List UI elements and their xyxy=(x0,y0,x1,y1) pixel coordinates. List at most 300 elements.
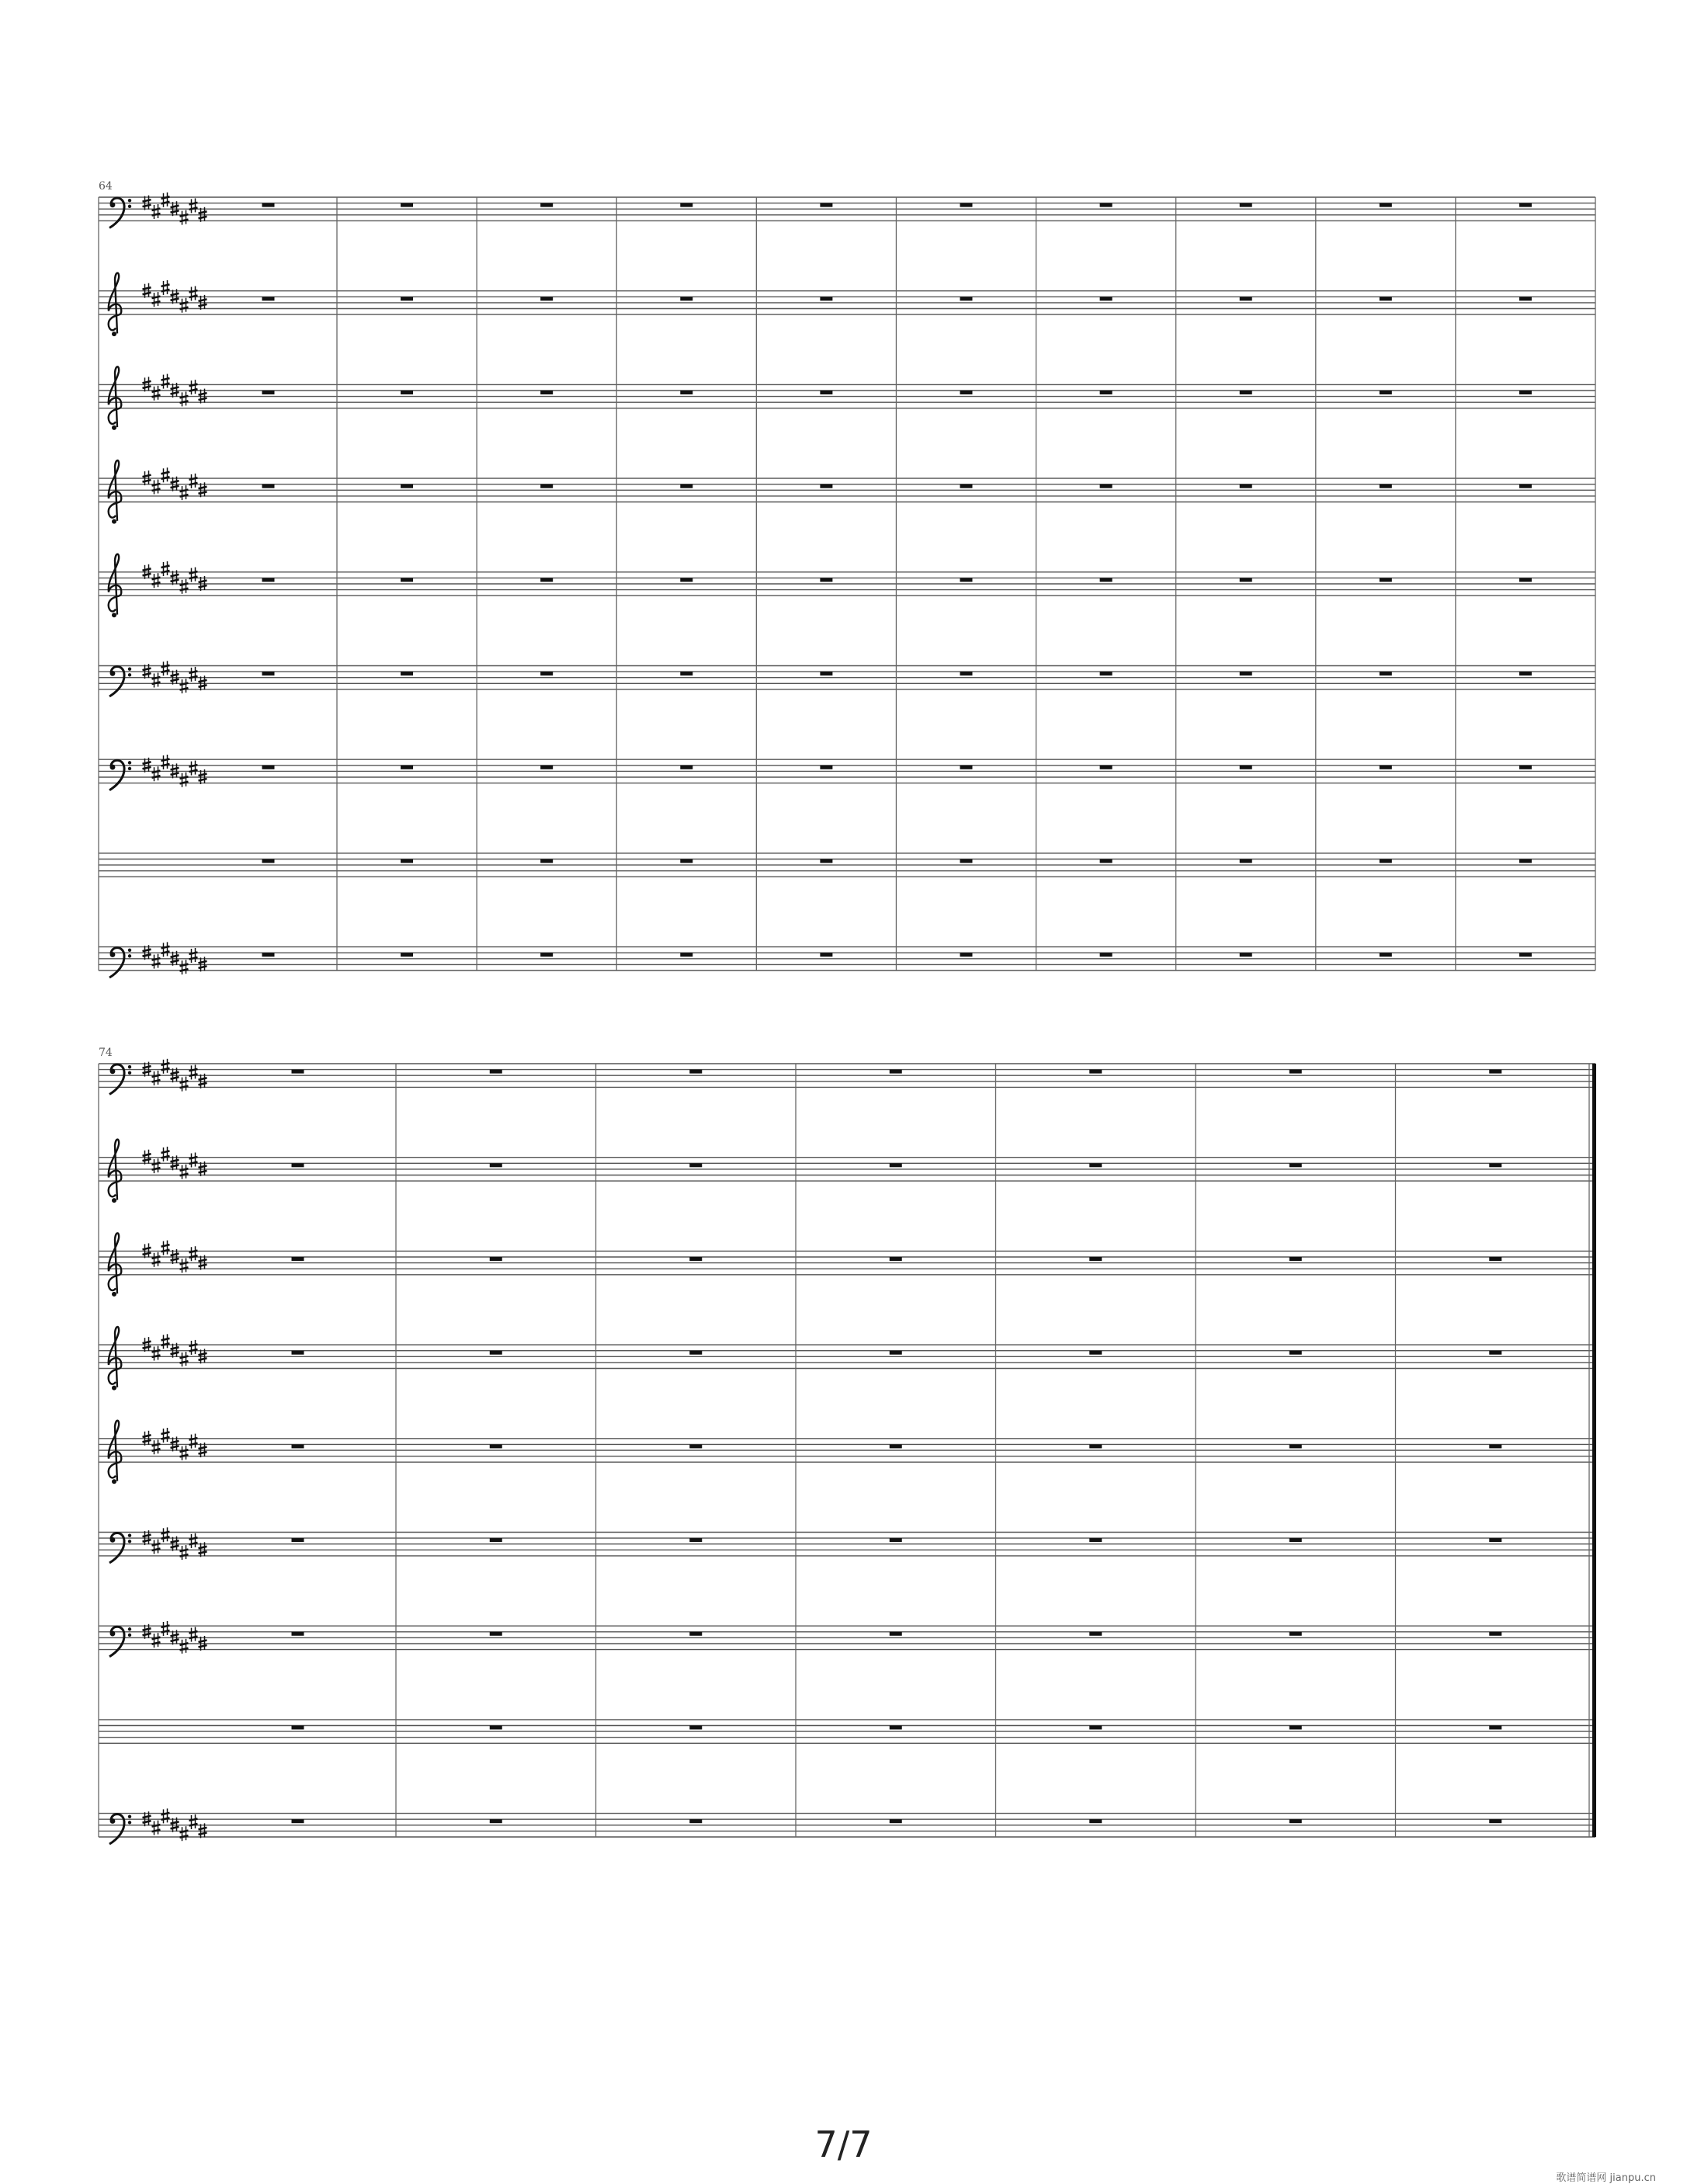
sharp-bar xyxy=(199,585,207,588)
whole-rest xyxy=(1489,1163,1501,1167)
sharp-bar xyxy=(171,1821,179,1824)
sharp-bar xyxy=(161,1339,170,1341)
sharp-bar xyxy=(161,566,170,568)
bass-clef-dot xyxy=(128,1821,131,1824)
sharp-bar xyxy=(199,1259,207,1262)
whole-rest xyxy=(1290,1632,1302,1636)
treble-clef-dot xyxy=(112,1198,116,1203)
sharp-bar xyxy=(199,211,207,214)
sharp-bar xyxy=(143,200,151,202)
sharp-bar xyxy=(171,1827,179,1829)
sharp-bar xyxy=(143,1628,151,1630)
bass-clef-head xyxy=(110,202,116,207)
staff-bass xyxy=(99,942,1595,977)
whole-rest xyxy=(890,1538,902,1542)
whole-rest xyxy=(1380,859,1392,863)
whole-rest xyxy=(262,484,275,488)
sharp-bar xyxy=(199,304,207,307)
whole-rest xyxy=(262,766,275,769)
sharp-bar xyxy=(171,387,179,390)
bass-clef-head xyxy=(110,1068,116,1074)
whole-rest xyxy=(540,953,553,957)
whole-rest xyxy=(292,1632,304,1636)
whole-rest xyxy=(1089,1632,1102,1636)
whole-rest xyxy=(292,1726,304,1730)
sharp-bar xyxy=(143,1540,151,1542)
whole-rest xyxy=(1089,1070,1102,1074)
sharp-bar xyxy=(143,386,151,388)
staff-treble xyxy=(99,1140,1595,1203)
sharp-bar xyxy=(199,1447,207,1450)
sharp-bar xyxy=(143,1154,151,1156)
whole-rest xyxy=(540,578,553,582)
whole-rest xyxy=(1380,672,1392,675)
whole-rest xyxy=(890,1351,902,1355)
whole-rest xyxy=(1380,391,1392,394)
sharp-bar xyxy=(199,1165,207,1168)
sharp-bar xyxy=(143,1634,151,1636)
whole-rest xyxy=(1519,484,1532,488)
sharp-bar xyxy=(199,398,207,401)
treble-clef-dot xyxy=(112,1292,116,1297)
whole-rest xyxy=(890,1257,902,1261)
whole-rest xyxy=(1089,1444,1102,1448)
sharp-bar xyxy=(171,679,179,682)
whole-rest xyxy=(1290,1257,1302,1261)
sharp-bar xyxy=(199,1358,207,1360)
whole-rest xyxy=(1380,953,1392,957)
bass-clef-dot xyxy=(128,673,131,676)
sharp-bar xyxy=(199,966,207,968)
whole-rest xyxy=(820,203,832,207)
sharp-bar xyxy=(143,1440,151,1443)
measure-number: 64 xyxy=(99,180,113,193)
whole-rest xyxy=(1240,672,1252,675)
sharp-bar xyxy=(199,779,207,781)
staff-bass xyxy=(99,1808,1595,1844)
whole-rest xyxy=(820,484,832,488)
sharp-bar xyxy=(143,673,151,675)
whole-rest xyxy=(680,203,693,207)
whole-rest xyxy=(1519,578,1532,582)
whole-rest xyxy=(401,953,413,957)
sharp-bar xyxy=(171,206,179,208)
staff-treble xyxy=(99,554,1595,618)
sharp-bar xyxy=(171,1072,179,1075)
sharp-bar xyxy=(199,1645,207,1648)
measure-number: 74 xyxy=(99,1047,113,1059)
staff-treble xyxy=(99,366,1595,430)
whole-rest xyxy=(401,578,413,582)
staff-bass xyxy=(99,755,1595,790)
sharp-bar xyxy=(143,1346,151,1349)
sharp-bar xyxy=(161,1151,170,1153)
whole-rest xyxy=(490,1538,502,1542)
sharp-bar xyxy=(143,574,151,576)
bass-clef-dot xyxy=(128,767,131,770)
whole-rest xyxy=(689,1351,702,1355)
whole-rest xyxy=(1290,1351,1302,1355)
whole-rest xyxy=(689,1538,702,1542)
bass-clef-head xyxy=(110,1818,116,1824)
treble-clef-dot xyxy=(112,519,116,524)
bass-clef-dot xyxy=(128,949,131,952)
whole-rest xyxy=(292,1351,304,1355)
whole-rest xyxy=(1519,953,1532,957)
whole-rest xyxy=(890,1632,902,1636)
sharp-bar xyxy=(199,774,207,776)
sharp-bar xyxy=(171,1639,179,1641)
sharp-bar xyxy=(171,1165,179,1167)
final-thick-barline xyxy=(1592,1064,1596,1837)
sharp-bar xyxy=(171,773,179,775)
bass-clef-dot xyxy=(128,761,131,764)
whole-rest xyxy=(1240,203,1252,207)
sharp-bar xyxy=(143,950,151,952)
whole-rest xyxy=(680,672,693,675)
whole-rest xyxy=(1290,1819,1302,1823)
whole-rest xyxy=(689,1163,702,1167)
sharp-bar xyxy=(143,1248,151,1250)
bass-clef-head xyxy=(110,1537,116,1543)
whole-rest xyxy=(1240,859,1252,863)
sharp-bar xyxy=(143,767,151,769)
whole-rest xyxy=(292,1538,304,1542)
bass-clef-dot xyxy=(128,1533,131,1536)
sharp-bar xyxy=(171,1446,179,1448)
sharp-bar xyxy=(199,299,207,301)
sharp-bar xyxy=(171,960,179,963)
whole-rest xyxy=(540,391,553,394)
sharp-bar xyxy=(199,1353,207,1356)
treble-clef-dot xyxy=(112,1386,116,1391)
sharp-bar xyxy=(199,1828,207,1830)
sharp-bar xyxy=(143,954,151,957)
whole-rest xyxy=(960,297,973,300)
sharp-bar xyxy=(199,393,207,395)
whole-rest xyxy=(292,1257,304,1261)
whole-rest xyxy=(689,1070,702,1074)
whole-rest xyxy=(890,1163,902,1167)
whole-rest xyxy=(680,484,693,488)
sharp-bar xyxy=(143,287,151,290)
sharp-bar xyxy=(143,1535,151,1537)
staff-treble xyxy=(99,460,1595,524)
sharp-bar xyxy=(143,205,151,207)
page-number: 7/7 xyxy=(814,2123,873,2165)
sharp-bar xyxy=(143,1816,151,1818)
bass-clef-dot xyxy=(128,667,131,670)
staff-percussion xyxy=(99,1720,1595,1743)
sharp-bar xyxy=(199,961,207,964)
staff-bass xyxy=(99,1059,1595,1095)
bass-clef-dot xyxy=(128,1815,131,1818)
whole-rest xyxy=(490,1070,502,1074)
whole-rest xyxy=(540,203,553,207)
whole-rest xyxy=(490,1819,502,1823)
whole-rest xyxy=(490,1726,502,1730)
sharp-bar xyxy=(171,579,179,582)
whole-rest xyxy=(960,766,973,769)
sharp-bar xyxy=(171,1634,179,1637)
sharp-bar xyxy=(161,284,170,286)
whole-rest xyxy=(890,1726,902,1730)
treble-clef-dot xyxy=(112,613,116,617)
sharp-bar xyxy=(199,1551,207,1554)
system-1 xyxy=(99,193,1595,977)
whole-rest xyxy=(820,297,832,300)
whole-rest xyxy=(490,1632,502,1636)
sharp-bar xyxy=(199,1832,207,1835)
bass-clef-dot xyxy=(128,1627,131,1630)
whole-rest xyxy=(1519,859,1532,863)
bass-clef-head xyxy=(110,671,116,676)
whole-rest xyxy=(540,859,553,863)
whole-rest xyxy=(820,859,832,863)
whole-rest xyxy=(1240,578,1252,582)
sharp-bar xyxy=(171,1077,179,1079)
bass-clef-head xyxy=(110,765,116,770)
whole-rest xyxy=(680,766,693,769)
staff-bass xyxy=(99,1621,1595,1657)
whole-rest xyxy=(262,391,275,394)
bass-clef-head xyxy=(110,952,116,957)
whole-rest xyxy=(689,1257,702,1261)
whole-rest xyxy=(1089,1351,1102,1355)
whole-rest xyxy=(1240,766,1252,769)
sharp-bar xyxy=(171,392,179,394)
bass-clef-dot xyxy=(128,1065,131,1068)
whole-rest xyxy=(680,953,693,957)
whole-rest xyxy=(1519,203,1532,207)
whole-rest xyxy=(820,953,832,957)
whole-rest xyxy=(1380,297,1392,300)
whole-rest xyxy=(540,484,553,488)
sharp-bar xyxy=(171,955,179,957)
sharp-bar xyxy=(171,298,179,300)
bass-clef-dot xyxy=(128,954,131,957)
whole-rest xyxy=(1519,297,1532,300)
whole-rest xyxy=(1489,1632,1501,1636)
sharp-bar xyxy=(143,475,151,477)
sharp-bar xyxy=(171,1160,179,1162)
whole-rest xyxy=(680,859,693,863)
staff-treble xyxy=(99,273,1595,337)
whole-rest xyxy=(490,1257,502,1261)
whole-rest xyxy=(1489,1257,1501,1261)
whole-rest xyxy=(1519,766,1532,769)
bass-clef-head xyxy=(110,1631,116,1637)
sharp-bar xyxy=(161,1432,170,1435)
whole-rest xyxy=(1380,766,1392,769)
whole-rest xyxy=(292,1444,304,1448)
staff-treble xyxy=(99,1421,1595,1484)
bass-clef-dot xyxy=(128,205,131,208)
sharp-bar xyxy=(199,1265,207,1267)
treble-clef-dot xyxy=(112,1479,116,1484)
sharp-bar xyxy=(143,381,151,384)
sharp-bar xyxy=(171,1254,179,1256)
whole-rest xyxy=(1290,1538,1302,1542)
whole-rest xyxy=(960,672,973,675)
whole-rest xyxy=(1100,766,1113,769)
sharp-bar xyxy=(199,685,207,687)
whole-rest xyxy=(262,953,275,957)
whole-rest xyxy=(689,1726,702,1730)
whole-rest xyxy=(1089,1257,1102,1261)
whole-rest xyxy=(820,391,832,394)
whole-rest xyxy=(960,203,973,207)
staff-bass xyxy=(99,661,1595,696)
whole-rest xyxy=(1290,1070,1302,1074)
whole-rest xyxy=(1240,297,1252,300)
whole-rest xyxy=(1489,1351,1501,1355)
whole-rest xyxy=(540,672,553,675)
whole-rest xyxy=(401,484,413,488)
whole-rest xyxy=(1100,953,1113,957)
watermark-text: 歌谱简谱网 jianpu.cn xyxy=(1556,2172,1656,2184)
whole-rest xyxy=(1489,1538,1501,1542)
whole-rest xyxy=(890,1819,902,1823)
whole-rest xyxy=(1100,297,1113,300)
whole-rest xyxy=(1100,391,1113,394)
whole-rest xyxy=(689,1632,702,1636)
sharp-bar xyxy=(171,293,179,296)
sharp-bar xyxy=(199,1452,207,1454)
sharp-bar xyxy=(171,1540,179,1543)
whole-rest xyxy=(1100,203,1113,207)
whole-rest xyxy=(540,297,553,300)
whole-rest xyxy=(689,1444,702,1448)
whole-rest xyxy=(292,1163,304,1167)
sharp-bar xyxy=(171,1259,179,1261)
whole-rest xyxy=(1489,1819,1501,1823)
whole-rest xyxy=(401,672,413,675)
whole-rest xyxy=(680,391,693,394)
whole-rest xyxy=(1290,1726,1302,1730)
whole-rest xyxy=(1380,203,1392,207)
treble-clef-dot xyxy=(112,425,116,430)
sharp-bar xyxy=(143,1435,151,1437)
whole-rest xyxy=(1290,1163,1302,1167)
sharp-bar xyxy=(199,1083,207,1085)
whole-rest xyxy=(820,578,832,582)
whole-rest xyxy=(1100,672,1113,675)
sharp-bar xyxy=(199,1078,207,1080)
sharp-bar xyxy=(199,680,207,682)
whole-rest xyxy=(490,1163,502,1167)
sharp-bar xyxy=(143,293,151,295)
sharp-bar xyxy=(171,1546,179,1548)
whole-rest xyxy=(401,203,413,207)
whole-rest xyxy=(262,297,275,300)
whole-rest xyxy=(292,1819,304,1823)
whole-rest xyxy=(1489,1070,1501,1074)
staff-treble xyxy=(99,1233,1595,1297)
staff-percussion xyxy=(99,853,1595,877)
sharp-bar xyxy=(161,472,170,474)
sharp-bar xyxy=(171,1347,179,1349)
sharp-bar xyxy=(143,568,151,571)
sharp-bar xyxy=(171,486,179,488)
whole-rest xyxy=(401,859,413,863)
bass-clef-dot xyxy=(128,1540,131,1543)
whole-rest xyxy=(960,484,973,488)
whole-rest xyxy=(1089,1163,1102,1167)
sharp-bar xyxy=(199,581,207,583)
bass-clef-dot xyxy=(128,1071,131,1075)
bass-clef-dot xyxy=(128,1634,131,1637)
treble-clef-dot xyxy=(112,332,116,336)
sharp-bar xyxy=(199,487,207,489)
sharp-bar xyxy=(199,1171,207,1173)
whole-rest xyxy=(1100,578,1113,582)
whole-rest xyxy=(262,578,275,582)
whole-rest xyxy=(1100,859,1113,863)
whole-rest xyxy=(1489,1444,1501,1448)
whole-rest xyxy=(689,1819,702,1823)
whole-rest xyxy=(401,297,413,300)
whole-rest xyxy=(1519,391,1532,394)
sharp-bar xyxy=(171,1352,179,1355)
whole-rest xyxy=(1489,1726,1501,1730)
sharp-bar xyxy=(143,480,151,482)
sharp-bar xyxy=(199,1641,207,1643)
whole-rest xyxy=(960,578,973,582)
staff-treble xyxy=(99,1327,1595,1391)
whole-rest xyxy=(960,391,973,394)
sharp-bar xyxy=(171,1441,179,1443)
whole-rest xyxy=(401,766,413,769)
whole-rest xyxy=(960,859,973,863)
sharp-bar xyxy=(199,217,207,219)
whole-rest xyxy=(401,391,413,394)
whole-rest xyxy=(1240,391,1252,394)
sharp-bar xyxy=(199,1547,207,1549)
sharp-bar xyxy=(171,575,179,577)
whole-rest xyxy=(1290,1444,1302,1448)
sharp-bar xyxy=(143,1821,151,1823)
whole-rest xyxy=(1100,484,1113,488)
whole-rest xyxy=(490,1351,502,1355)
staff-bass xyxy=(99,1527,1595,1563)
sharp-bar xyxy=(171,768,179,770)
whole-rest xyxy=(680,297,693,300)
sharp-bar xyxy=(171,674,179,676)
whole-rest xyxy=(820,766,832,769)
sharp-bar xyxy=(161,1245,170,1247)
whole-rest xyxy=(1089,1538,1102,1542)
whole-rest xyxy=(1519,672,1532,675)
whole-rest xyxy=(1089,1726,1102,1730)
sharp-bar xyxy=(143,668,151,671)
whole-rest xyxy=(1380,484,1392,488)
sharp-bar xyxy=(143,1071,151,1074)
whole-rest xyxy=(262,203,275,207)
sharp-bar xyxy=(143,1066,151,1068)
sharp-bar xyxy=(171,481,179,483)
sharp-bar xyxy=(143,1252,151,1255)
sharp-bar xyxy=(171,210,179,213)
whole-rest xyxy=(960,953,973,957)
whole-rest xyxy=(262,859,275,863)
whole-rest xyxy=(820,672,832,675)
system-2 xyxy=(99,1059,1596,1844)
whole-rest xyxy=(890,1444,902,1448)
whole-rest xyxy=(1240,484,1252,488)
whole-rest xyxy=(292,1070,304,1074)
whole-rest xyxy=(262,672,275,675)
